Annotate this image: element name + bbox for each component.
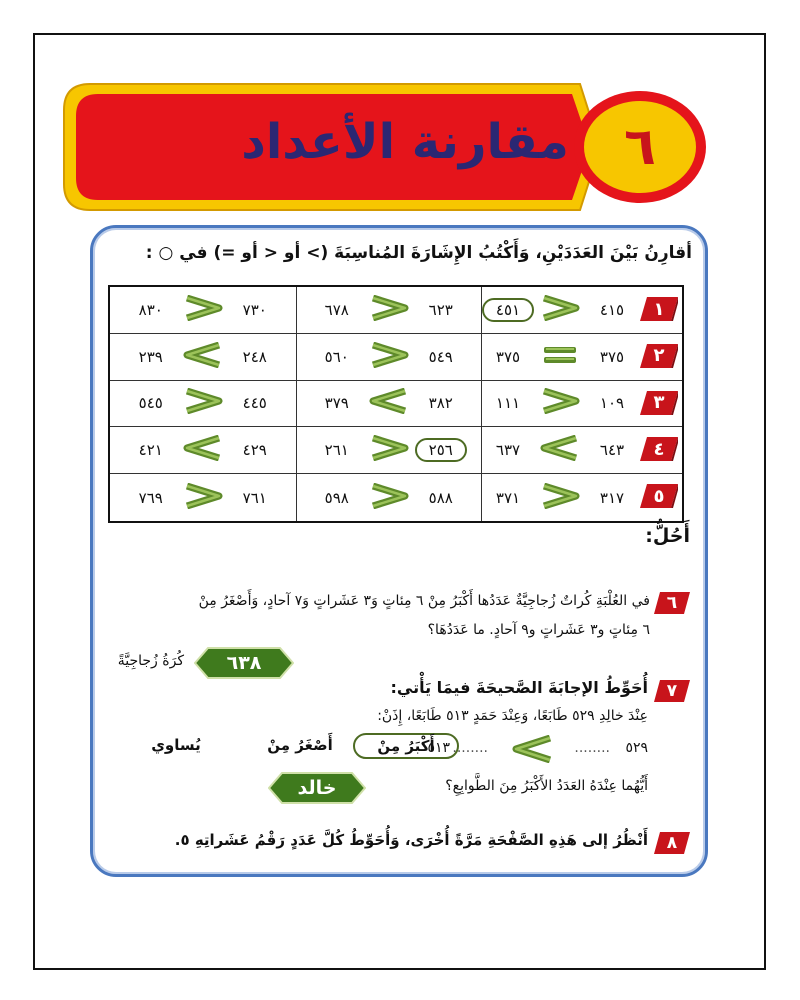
comparison-left-number: ٣٧٩ — [324, 394, 349, 413]
question-7-blank-left: ........ — [452, 740, 488, 756]
comparison-cell — [110, 427, 296, 474]
comparison-right-number: ٤٤٥ — [242, 394, 267, 413]
greater-sign-icon — [183, 295, 223, 325]
comparison-cell — [296, 287, 482, 334]
row-number-badge — [640, 342, 678, 370]
row-number: ٤ — [653, 438, 665, 460]
question-6-number: ٦ — [666, 593, 678, 613]
comparison-right-number: ٧٣٠ — [242, 300, 267, 319]
question-7-less-sign-icon — [510, 735, 554, 763]
greater-sign-icon — [540, 295, 580, 325]
greater-sign-icon — [540, 388, 580, 418]
comparison-cell — [296, 474, 482, 521]
comparison-right-number: ٧٦١ — [242, 488, 267, 507]
comparison-cell — [110, 287, 296, 334]
question-7-title: أُحَوِّطُ الإجابَةَ الصَّحيحَةَ فيمَا يَأْتي: — [390, 678, 648, 697]
row-number-badge — [640, 389, 678, 417]
question-8-badge — [654, 830, 690, 856]
row-number: ١ — [653, 298, 665, 320]
comparison-right-number: ٤١٥ — [599, 300, 625, 319]
comparison-cell — [296, 334, 482, 381]
comparison-left-number: ٥٦٠ — [324, 347, 349, 366]
comparison-left-number: ٥٩٨ — [324, 488, 349, 507]
question-7-answer-box — [268, 772, 366, 804]
less-sign-icon — [369, 388, 409, 418]
greater-sign-icon — [369, 295, 409, 325]
comparison-left-number: ٨٣٠ — [138, 300, 163, 319]
row-number: ٣ — [653, 392, 665, 414]
greater-sign-icon — [369, 435, 409, 465]
solve-heading: أَحُلُّ: — [645, 525, 690, 547]
comparison-right-number: ٢٤٨ — [242, 347, 267, 366]
less-sign-icon — [183, 342, 223, 372]
comparison-right-number: ٦٤٣ — [599, 441, 625, 460]
comparison-right-number: ١٠٩ — [599, 394, 625, 413]
comparison-left-number: ٦٣٧ — [495, 441, 521, 460]
question-7-left-value: ٥٢٩ — [625, 740, 648, 756]
less-sign-icon — [183, 435, 223, 465]
comparison-cell — [110, 474, 296, 521]
comparison-right-number: ٣٨٢ — [428, 394, 453, 413]
comparison-cell — [481, 334, 682, 381]
question-7-option-less[interactable]: أَصْغَرُ مِنْ — [267, 736, 333, 754]
row-number-badge — [640, 482, 678, 510]
question-6-badge — [654, 590, 690, 616]
less-sign-icon — [540, 435, 580, 465]
lesson-number: ٦ — [624, 117, 656, 177]
comparison-left-number: ٥٤٥ — [138, 394, 163, 413]
question-7-option-greater[interactable]: أَكْبَرُ مِنْ — [353, 733, 459, 759]
comparison-left-number: ٤٢١ — [138, 441, 163, 460]
comparison-right-number: ٣٧٥ — [599, 347, 625, 366]
question-7-question: أَيُّهُما عِنْدَهُ العَدَدُ الأَكْبَرُ مِنَ الطَّوابِعِ؟ — [445, 778, 648, 794]
comparison-cell — [481, 474, 682, 521]
question-7-option-equal[interactable]: يُساوي — [151, 736, 201, 754]
comparison-left-number: ٤٥١ — [482, 298, 534, 322]
question-7-line1: عِنْدَ خالِدِ ٥٢٩ طَابَعًا، وَعِنْدَ حَمَدٍ ٥١٣ طَابَعًا، إِذَنْ: — [377, 708, 648, 724]
comparison-right-number: ٥٤٩ — [428, 347, 453, 366]
lesson-banner — [60, 72, 730, 222]
lesson-title: مقارنة الأعداد — [241, 114, 569, 170]
comparison-table — [108, 285, 684, 523]
instruction-text: أقارِنُ بَيْنَ العَدَدَيْنِ، وَأَكْتُبُ الإِشَارَةَ المُناسِبَةَ (> أو < أو =) في ○ : — [145, 243, 692, 263]
comparison-right-number: ٦٢٣ — [428, 300, 453, 319]
comparison-right-number: ٢٥٦ — [415, 438, 467, 462]
question-6-line1: في العُلْبَةِ كُراتٌ زُجاجِيَّةٌ عَدَدُها أَكْبَرُ مِنْ ٦ مِئاتٍ وَ٣ عَشَراتٍ وَ٧ آحادٍ، وَأَصْغَرُ مِنْ — [198, 593, 650, 609]
question-6-answer-suffix: كُرَةُ زُجاجِيَّةً — [117, 653, 184, 669]
question-7-blank-right: ........ — [574, 740, 610, 756]
comparison-left-number: ٦٧٨ — [324, 300, 349, 319]
comparison-right-number: ٣١٧ — [599, 488, 625, 507]
comparison-right-number: ٤٢٩ — [242, 441, 267, 460]
comparison-cell — [481, 287, 682, 334]
equal-sign-icon — [540, 342, 580, 372]
greater-sign-icon — [183, 388, 223, 418]
comparison-cell — [296, 427, 482, 474]
comparison-cell — [481, 427, 682, 474]
greater-sign-icon — [369, 483, 409, 513]
question-6-answer: ٦٣٨ — [226, 652, 262, 674]
comparison-cell — [481, 381, 682, 428]
question-6-answer-box — [194, 647, 294, 679]
comparison-left-number: ١١١ — [495, 394, 521, 413]
question-7-right-value: ٥١٣ — [427, 740, 450, 756]
comparison-left-number: ٣٧١ — [495, 488, 521, 507]
comparison-cell — [110, 381, 296, 428]
question-7-number: ٧ — [666, 681, 678, 701]
comparison-left-number: ٢٦١ — [324, 441, 349, 460]
comparison-cell — [110, 334, 296, 381]
comparison-cell — [296, 381, 482, 428]
row-number-badge — [640, 295, 678, 323]
comparison-left-number: ٢٣٩ — [138, 347, 163, 366]
comparison-left-number: ٣٧٥ — [495, 347, 521, 366]
row-number: ٥ — [653, 485, 665, 507]
greater-sign-icon — [369, 342, 409, 372]
question-7-answer: خالد — [297, 777, 337, 799]
question-8-number: ٨ — [666, 833, 678, 853]
comparison-left-number: ٧٦٩ — [138, 488, 163, 507]
row-number-badge — [640, 435, 678, 463]
question-6-line2: ٦ مِئاتٍ و٣ عَشَراتٍ و٩ آحادٍ. ما عَدَدُهَا؟ — [427, 622, 650, 638]
question-8-text: أَنْظُرُ إلى هَذِهِ الصَّفْحَةِ مَرَّةً أُخْرَى، وَأُحَوِّطُ كُلَّ عَدَدٍ رَقْمُ عَشَراتِهِ ٥. — [174, 831, 648, 849]
question-7-badge — [654, 678, 690, 704]
greater-sign-icon — [540, 483, 580, 513]
row-number: ٢ — [653, 345, 665, 367]
greater-sign-icon — [183, 483, 223, 513]
comparison-right-number: ٥٨٨ — [428, 488, 453, 507]
